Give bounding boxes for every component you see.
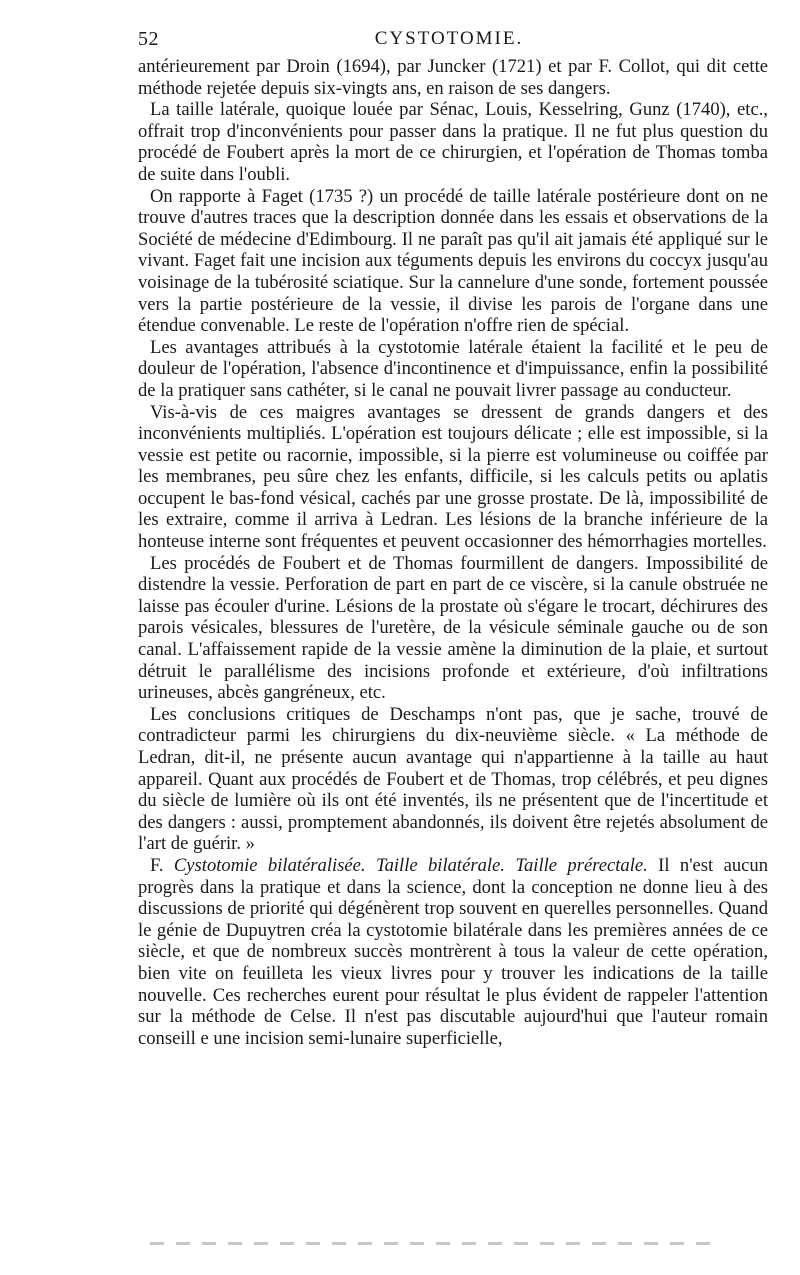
section-f-text: Il n'est aucun progrès dans la pratique et dans la science, dont la conception ne donne lieu à des discussions de priorité qui dégénèrent trop souvent en querelles personnelles. Quand le génie de Dupuytren créa la cystotomie bilatérale dans les premières années de ce siècle, et que de nombreux succès montrèrent à tous la valeur de cette opération, bien vite on feuilleta les vieux livres pour y trouver les indications de la taille nouvelle. Ces recherches eurent pour résultat le plus évident de rappeler l'attention sur la méthode de Celse. Il n'est pas discutable aujourd'hui que l'auteur romain conseill e une incision semi-lunaire superficielle, xyxy=(138,854,768,1049)
section-f-title-1: Cystotomie bilatéralisée. xyxy=(173,854,366,876)
section-f-paragraph xyxy=(138,855,768,1049)
scan-artifact-line xyxy=(150,1242,710,1245)
page-number: 52 xyxy=(138,28,159,50)
paragraph-dangers: Vis-à-vis de ces maigres avantages se dressent de grands dangers et des inconvénients multipliés. L'opération est toujours délicate ; elle est impossible, si la vessie est petite ou racornie, impossible, si la pierre est volumineuse ou coiffée par les membranes, peu sûre chez les enfants, difficile, si les calculs petits ou aplatis occupent le bas-fond vésical, cachés par une grosse prostate. De là, impossibilité de les extraire, comme il arriva à Ledran. Les lésions de la branche inférieure de la honteuse interne sont fréquentes et peuvent occasionner des hémorrhagies mortelles. xyxy=(138,401,768,553)
paragraph-deschamps: Les conclusions critiques de Deschamps n'ont pas, que je sache, trouvé de contradicteur parmi les chirurgiens du dix-neuvième siècle. « La méthode de Ledran, dit-il, ne présente aucun avantage qui n'appartienne à la taille au haut appareil. Quant aux procédés de Foubert et de Thomas, trop célébrés, et peu dignes du siècle de lumière où ils ont été inventés, ils ne présentent que de l'incertitude et des dangers : aussi, promptement abandonnés, ils doivent être rejetés absolument de l'art de guérir. » xyxy=(138,703,768,855)
paragraph-lateral-taille: La taille latérale, quoique louée par Sénac, Louis, Kesselring, Gunz (1740), etc., offrait trop d'inconvénients pour passer dans la pratique. Il ne fut plus question du procédé de Foubert après la mort de ce chirurgien, et l'opération de Thomas tomba de suite dans l'oubli. xyxy=(138,99,768,185)
page-header xyxy=(138,28,760,58)
paragraph-advantages: Les avantages attribués à la cystotomie latérale étaient la facilité et le peu de douleur de l'opération, l'absence d'incontinence et d'impuissance, enfin la possibilité de la pratiquer sans cathéter, si le canal ne pouvait livrer passage au conducteur. xyxy=(138,336,768,401)
section-f-title-2: Taille bilatérale. xyxy=(375,854,505,876)
body-text xyxy=(138,56,768,1049)
section-f-label: F. xyxy=(150,854,164,876)
paragraph-continuation: antérieurement par Droin (1694), par Juncker (1721) et par F. Collot, qui dit cette méthode rejetée depuis six-vingts ans, en raison de ses dangers. xyxy=(138,56,768,99)
paragraph-faget: On rapporte à Faget (1735 ?) un procédé de taille latérale postérieure dont on ne trouve d'autres traces que la description donnée dans les essais et observations de la Société de médecine d'Edimbourg. Il ne paraît pas qu'il ait jamais été appliqué sur le vivant. Faget fait une incision aux téguments depuis les environs du coccyx jusqu'au voisinage de la tubérosité sciatique. Sur la cannelure d'une sonde, fortement poussée vers la partie postérieure de la vessie, il divise les parois de l'organe dans une étendue convenable. Le reste de l'opération n'offre rien de spécial. xyxy=(138,185,768,337)
running-title: CYSTOTOMIE. xyxy=(374,28,524,49)
paragraph-foubert-thomas: Les procédés de Foubert et de Thomas fourmillent de dangers. Impossibilité de distendre la vessie. Perforation de part en part de ce viscère, si la canule obstruée ne laisse pas écouler d'urine. Lésions de la prostate où s'égare le trocart, déchirures des parois vésicales, blessures de l'uretère, de la vésicule séminale gauche ou de son canal. L'affaissement rapide de la vessie amène la diminution de la plaie, et surtout détruit le parallélisme des incisions profonde et extérieure, d'où infiltrations urineuses, abcès gangréneux, etc. xyxy=(138,552,768,704)
section-f-title-3: Taille prérectale. xyxy=(515,854,648,876)
